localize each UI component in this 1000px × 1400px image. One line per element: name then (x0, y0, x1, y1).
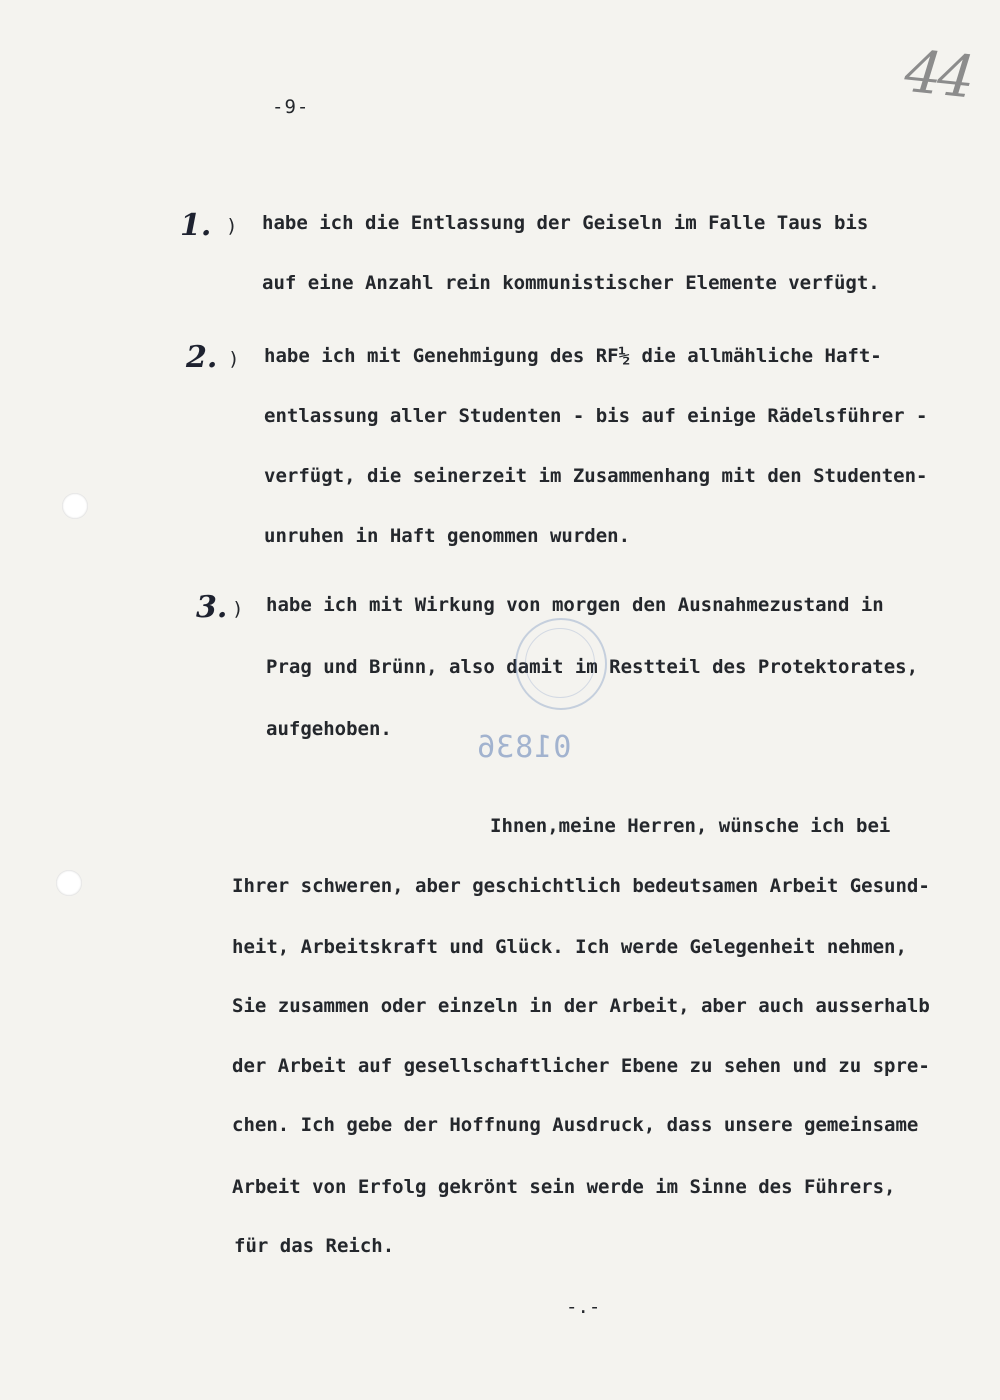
archive-stamp-number: 01836 (476, 730, 572, 765)
item-2-number: 2. (186, 340, 218, 375)
page-number: -9- (272, 96, 310, 118)
item-2-line-1: habe ich mit Genehmigung des RF½ die allmähliche Haft- (264, 345, 882, 367)
closing-line-7: Arbeit von Erfolg gekrönt sein werde im Sinne des Führers, (232, 1176, 896, 1198)
handwritten-folio-number: 44 (901, 36, 975, 112)
item-1-paren: ) (226, 215, 238, 237)
item-2-paren: ) (228, 348, 240, 370)
item-2-line-2: entlassung aller Studenten - bis auf einige Rädelsführer - (264, 405, 928, 427)
item-3-paren: ) (232, 598, 244, 620)
item-3-number: 3. (196, 590, 228, 625)
item-1-number: 1. (180, 208, 212, 243)
archive-stamp-seal (515, 618, 607, 710)
closing-line-4: Sie zusammen oder einzeln in der Arbeit, aber auch ausserhalb (232, 995, 930, 1017)
closing-line-6: chen. Ich gebe der Hoffnung Ausdruck, dass unsere gemeinsame (232, 1114, 919, 1136)
item-3-line-1: habe ich mit Wirkung von morgen den Ausnahmezustand in (266, 594, 884, 616)
item-3-line-2: Prag und Brünn, also damit im Restteil des Protektorates, (266, 656, 919, 678)
item-2-line-3: verfügt, die seinerzeit im Zusammenhang mit den Studenten- (264, 465, 928, 487)
punch-hole-lower (56, 870, 82, 896)
closing-line-1: Ihnen,meine Herren, wünsche ich bei (490, 815, 891, 837)
item-1-line-2: auf eine Anzahl rein kommunistischer Elemente verfügt. (262, 272, 880, 294)
punch-hole-upper (62, 493, 88, 519)
item-3-line-3: aufgehoben. (266, 718, 392, 740)
item-2-line-4: unruhen in Haft genommen wurden. (264, 525, 631, 547)
item-1-line-1: habe ich die Entlassung der Geiseln im Falle Taus bis (262, 212, 869, 234)
closing-line-5: der Arbeit auf gesellschaftlicher Ebene zu sehen und zu spre- (232, 1055, 930, 1077)
end-mark: -.- (566, 1296, 601, 1318)
closing-line-2: Ihrer schweren, aber geschichtlich bedeutsamen Arbeit Gesund- (232, 875, 930, 897)
closing-line-8: für das Reich. (234, 1235, 395, 1257)
closing-line-3: heit, Arbeitskraft und Glück. Ich werde Gelegenheit nehmen, (232, 936, 907, 958)
